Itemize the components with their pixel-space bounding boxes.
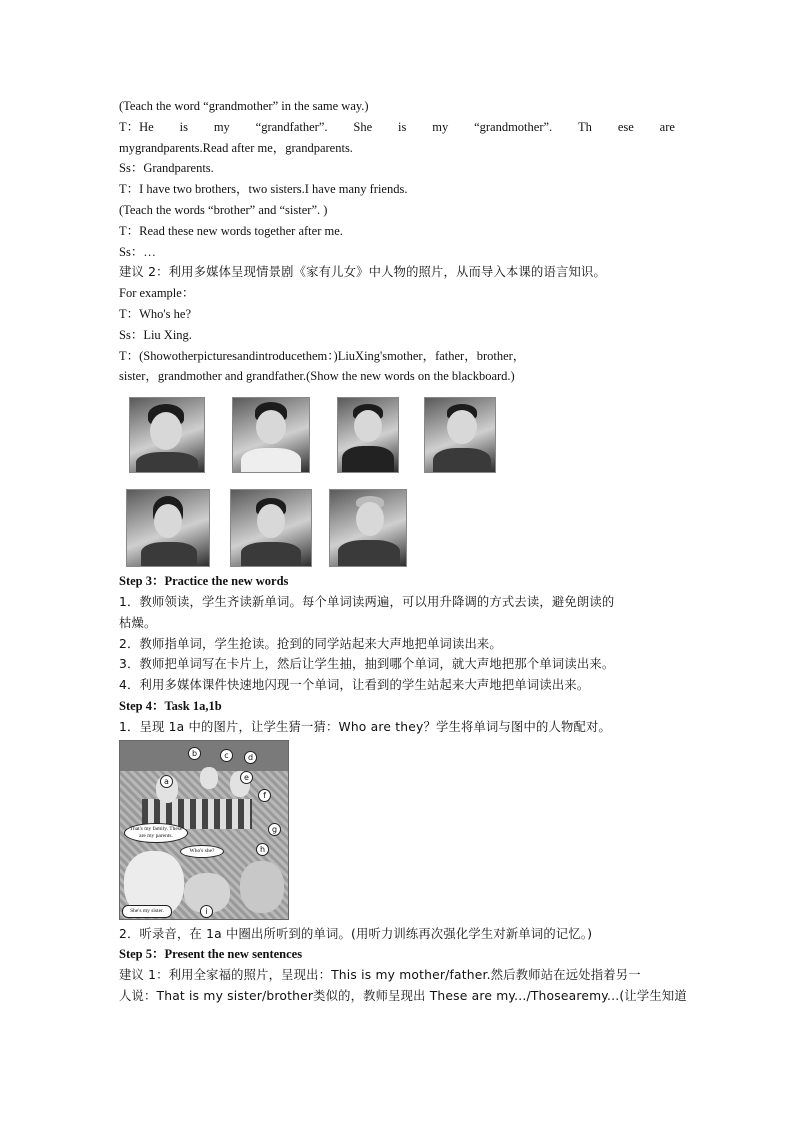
text-line: sister，grandmother and grandfather.(Show the new words on the blackboard.) [119,369,515,384]
photo-row-1 [119,393,675,483]
text-line: T：I have two brothers，two sisters.I have many friends. [119,182,408,197]
scene-label: d [244,751,257,764]
text-line: Ss：Liu Xing. [119,327,192,342]
character-photo [232,397,310,473]
scene-label: h [256,843,269,856]
step5-heading: Step 5：Present the new sentences [119,947,303,962]
character-photo [230,489,312,567]
word: “grandmother”. [474,119,553,134]
photo-row-2 [119,487,675,571]
step4-heading: Step 4：Task 1a,1b [119,698,222,713]
scene-label: a [160,775,173,788]
word: are [659,119,675,134]
step3-item: 枯燥。 [119,615,157,630]
speech-bubble: She's my sister. [122,905,172,918]
step3-item: 1．教师领读，学生齐读新单词。每个单词读两遍，可以用升降调的方式去读，避免朗读的 [119,594,615,609]
step3-item: 2．教师指单词，学生抢读。抢到的同学站起来大声地把单词读出来。 [119,636,502,651]
word: “grandfather”. [255,119,328,134]
text-line: mygrandparents.Read after me，grandparents. [119,140,353,155]
justified-text-line [119,117,675,138]
text-line: T：Read these new words together after me. [119,223,343,238]
step4-item: 1．呈现 1a 中的图片，让学生猜一猜：Who are they？学生将单词与图中的人物配对。 [119,719,611,734]
character-photo [126,489,210,567]
speech-bubble: That's my family. These are my parents. [124,823,188,843]
scene-label: c [220,749,233,762]
scene-label: i [200,905,213,918]
scene-label: b [188,747,201,760]
suggestion-line: 建议 2：利用多媒体呈现情景剧《家有儿女》中人物的照片，从而导入本课的语言知识。 [119,265,607,280]
word: ese [617,119,634,134]
speech-bubble: Who's she? [180,845,224,858]
step5-line: 建议 1：利用全家福的照片，呈现出：This is my mother/father.然后教师站在远处指着另一 [119,968,641,983]
text-line: For example： [119,286,195,301]
character-photo [129,397,205,473]
text-line: T：(Showotherpicturesandintroducethem：)LiuXing'smother，father，brother， [119,348,526,363]
step5-line: 人说：That is my sister/brother类似的，教师呈现出 These are my.../Thosearemy...(让学生知道 [119,988,687,1003]
text-line: T：Who's he? [119,306,192,321]
scene-label: g [268,823,281,836]
character-photo [329,489,407,567]
text-line: (Teach the word “grandmother” in the same way.) [119,99,369,113]
word: my [432,119,449,134]
step3-heading: Step 3：Practice the new words [119,574,289,589]
document-page [119,96,687,1007]
text-line: (Teach the words “brother” and “sister”. ) [119,202,328,217]
scene-label: e [240,771,253,784]
word: Th [578,119,592,134]
word: is [179,119,188,134]
text-line: Ss：… [119,244,156,259]
step3-item: 3．教师把单词写在卡片上，然后让学生抽，抽到哪个单词，就大声地把那个单词读出来。 [119,657,615,672]
character-photo [337,397,399,473]
word: my [213,119,230,134]
word: T：He [119,119,154,134]
text-line: Ss：Grandparents. [119,161,214,176]
step3-item: 4．利用多媒体课件快速地闪现一个单词，让看到的学生站起来大声地把单词读出来。 [119,678,590,693]
step4-item: 2．听录音，在 1a 中圈出所听到的单词。(用听力训练再次强化学生对新单词的记忆。) [119,926,593,941]
word: She [353,119,373,134]
scene-label: f [258,789,271,802]
character-photo [424,397,496,473]
family-scene-illustration [119,740,289,920]
word: is [398,119,407,134]
